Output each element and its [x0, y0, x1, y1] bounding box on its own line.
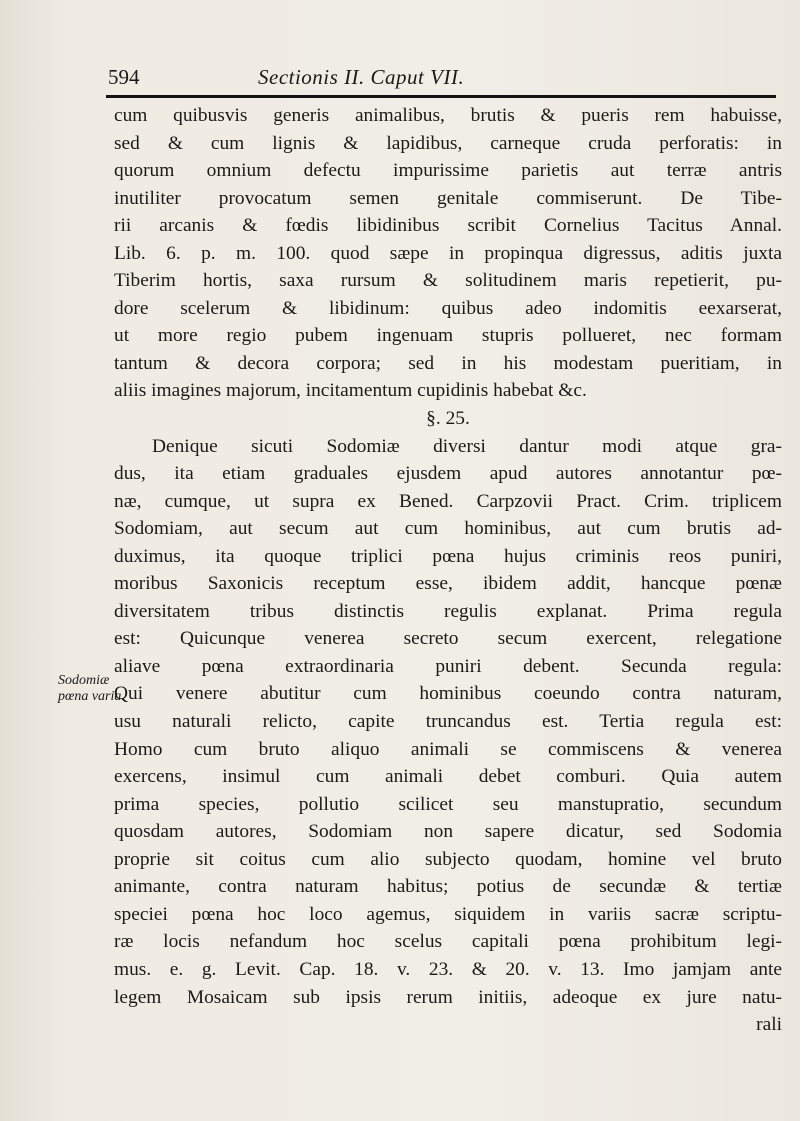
text-line: næ, cumque, ut supra ex Bened. Carpzovii Pract. Crim. triplicem — [114, 490, 782, 512]
text-line: legem Mosaicam sub ipsis rerum initiis, adeoque ex jure natu- — [114, 986, 782, 1008]
text-line: est: Quicunque venerea secreto secum exercent, relegatione — [114, 628, 782, 650]
text-line: Lib. 6. p. m. 100. quod sæpe in propinqua digressus, aditis juxta — [114, 242, 782, 264]
text-line: moribus Saxonicis receptum esse, ibidem addit, hancque pœnæ — [114, 573, 782, 595]
text-line: Denique sicuti Sodomiæ diversi dantur modi atque gra- — [152, 435, 782, 457]
text-line: Homo cum bruto aliquo animali se commiscens & venerea — [114, 738, 782, 760]
text-line: mus. e. g. Levit. Cap. 18. v. 23. & 20. v. 13. Imo jamjam ante — [114, 958, 782, 980]
text-line: duximus, ita quoque triplici pœna hujus criminis reos puniri, — [114, 545, 782, 567]
text-line: ræ locis nefandum hoc scelus capitali pœna prohibitum legi- — [114, 931, 782, 953]
text-line: quorum omnium defectu impurissime parietis aut terræ antris — [114, 160, 782, 182]
text-line: speciei pœna hoc loco agemus, siquidem in variis sacræ scriptu- — [114, 903, 782, 925]
header-rule — [106, 95, 776, 98]
text-line: aliave pœna extraordinaria puniri debent. Secunda regula: — [114, 655, 782, 677]
text-line: dus, ita etiam graduales ejusdem apud autores annotantur pœ- — [114, 463, 782, 485]
text-line: rii arcanis & fœdis libidinibus scribit Cornelius Tacitus Annal. — [114, 215, 782, 237]
text-line: Sodomiam, aut secum aut cum hominibus, aut cum brutis ad- — [114, 518, 782, 540]
text-line: usu naturali relicto, capite truncandus est. Tertia regula est: — [114, 711, 782, 733]
text-line: Qui venere abutitur cum hominibus coeundo contra naturam, — [114, 683, 782, 705]
text-line: prima species, pollutio scilicet seu manstupratio, secundum — [114, 793, 782, 815]
text-line: rali — [756, 1014, 782, 1036]
text-line: cum quibusvis generis animalibus, brutis & pueris rem habuisse, — [114, 105, 782, 126]
text-line: proprie sit coitus cum alio subjecto quodam, homine vel bruto — [114, 848, 782, 870]
page-header — [100, 57, 780, 97]
margin-note-line: Sodomiæ — [58, 673, 110, 688]
text-line: diversitatem tribus distinctis regulis explanat. Prima regula — [114, 600, 782, 622]
text-line: quosdam autores, Sodomiam non sapere dicatur, sed Sodomia — [114, 821, 782, 843]
text-line: aliis imagines majorum, incitamentum cupidinis habebat &c. — [114, 380, 587, 402]
text-line: §. 25. — [426, 408, 470, 430]
text-line: dore scelerum & libidinum: quibus adeo indomitis eexarserat, — [114, 297, 782, 319]
text-line: tantum & decora corpora; sed in his modestam pueritiam, in — [114, 352, 782, 374]
running-title: Sectionis II. Caput VII. — [258, 65, 465, 89]
text-line: animante, contra naturam habitus; potius de secundæ & tertiæ — [114, 876, 782, 898]
text-line: Tiberim hortis, saxa rursum & solitudinem maris repetierit, pu- — [114, 270, 782, 292]
body-text — [114, 102, 782, 1039]
page-number: 594 — [108, 65, 140, 89]
text-line: inutiliter provocatum semen genitale commiserunt. De Tibe- — [114, 187, 782, 209]
text-line: ut more regio pubem ingenuam stupris pollueret, nec formam — [114, 325, 782, 347]
text-line: sed & cum lignis & lapidibus, carneque cruda perforatis: in — [114, 132, 782, 154]
text-line: exercens, insimul cum animali debet comburi. Quia autem — [114, 766, 782, 788]
margin-note-line: pœna varia. — [58, 689, 125, 704]
